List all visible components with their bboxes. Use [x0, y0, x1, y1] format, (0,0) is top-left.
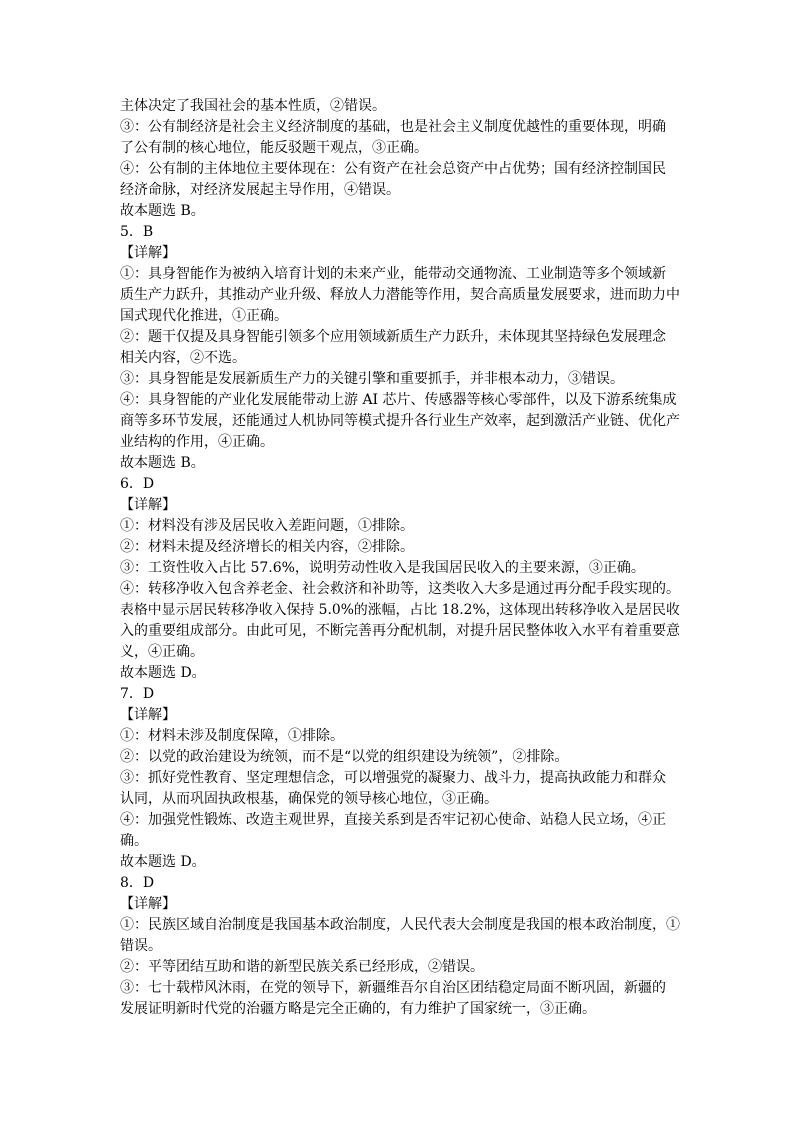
text-line: 业结构的作用，④正确。	[120, 434, 274, 450]
text-line: ①：材料未涉及制度保障，①排除。	[120, 728, 344, 744]
document-page	[120, 96, 680, 1020]
text-line: 国式现代化推进，①正确。	[120, 308, 288, 324]
section-heading: 【详解】	[120, 245, 176, 261]
conclusion-line: 故本题选 D。	[120, 854, 206, 870]
conclusion-line: 故本题选 B。	[120, 455, 205, 471]
text-line: ③：工资性收入占比 57.6%，说明劳动性收入是我国居民收入的主要来源，③正确。	[120, 560, 645, 576]
question-answer: 7．D	[120, 686, 155, 702]
text-line: ②：题干仅提及具身智能引领多个应用领域新质生产力跃升，未体现其坚持绿色发展理念	[120, 329, 666, 345]
section-heading: 【详解】	[120, 497, 176, 513]
text-line: ④：转移净收入包含养老金、社会救济和补助等，这类收入大多是通过再分配手段实现的。	[120, 581, 680, 597]
text-line: ①：具身智能作为被纳入培育计划的未来产业，能带动交通物流、工业制造等多个领域新	[120, 266, 666, 282]
text-line: 主体决定了我国社会的基本性质，②错误。	[120, 98, 386, 114]
text-line: ③：公有制经济是社会主义经济制度的基础，也是社会主义制度优越性的重要体现，明确	[120, 119, 666, 135]
text-line: ②：以党的政治建设为统领，而不是“以党的组织建设为统领”，②排除。	[120, 749, 569, 765]
text-line: ②：平等团结互助和谐的新型民族关系已经形成，②错误。	[120, 959, 484, 975]
text-line: 义，④正确。	[120, 644, 204, 660]
section-heading: 【详解】	[120, 707, 176, 723]
text-line: 经济命脉，对经济发展起主导作用，④错误。	[120, 182, 400, 198]
question-answer: 6．D	[120, 476, 155, 492]
text-line: ④：具身智能的产业化发展能带动上游 AI 芯片、传感器等核心零部件，以及下游系统集成	[120, 392, 677, 408]
text-line: ①：材料没有涉及居民收入差距问题，①排除。	[120, 518, 414, 534]
question-answer: 8．D	[120, 875, 155, 891]
text-line: ①：民族区域自治制度是我国基本政治制度，人民代表大会制度是我国的根本政治制度，①	[120, 917, 680, 933]
section-heading: 【详解】	[120, 896, 176, 912]
text-line: ③：七十载栉风沐雨，在党的领导下，新疆维吾尔自治区团结稳定局面不断巩固，新疆的	[120, 980, 666, 996]
text-line: 商等多环节发展，还能通过人机协同等模式提升各行业生产效率，起到激活产业链、优化产	[120, 413, 680, 429]
question-answer: 5．B	[120, 224, 154, 240]
text-line: ②：材料未提及经济增长的相关内容，②排除。	[120, 539, 414, 555]
text-line: ③：抓好党性教育、坚定理想信念，可以增强党的凝聚力、战斗力，提高执政能力和群众	[120, 770, 666, 786]
text-line: 发展证明新时代党的治疆方略是完全正确的，有力维护了国家统一，③正确。	[120, 1001, 596, 1017]
text-line: 表格中显示居民转移净收入保持 5.0%的涨幅，占比 18.2%，这体现出转移净收入是居民收	[120, 602, 680, 618]
text-line: 质生产力跃升，其推动产业升级、释放人力潜能等作用，契合高质量发展要求，进而助力中	[120, 287, 680, 303]
text-line: ④：加强党性锻炼、改造主观世界，直接关系到是否牢记初心使命、站稳人民立场，④正	[120, 812, 666, 828]
text-line: 错误。	[120, 938, 162, 954]
text-line: 认同，从而巩固执政根基，确保党的领导核心地位，③正确。	[120, 791, 498, 807]
text-line: ③：具身智能是发展新质生产力的关键引擎和重要抓手，并非根本动力，③错误。	[120, 371, 624, 387]
conclusion-line: 故本题选 B。	[120, 203, 205, 219]
text-line: ④：公有制的主体地位主要体现在：公有资产在社会总资产中占优势；国有经济控制国民	[120, 161, 666, 177]
text-line: 确。	[120, 833, 148, 849]
text-line: 了公有制的核心地位，能反驳题干观点，③正确。	[120, 140, 428, 156]
conclusion-line: 故本题选 D。	[120, 665, 206, 681]
text-line: 相关内容，②不选。	[120, 350, 246, 366]
text-line: 入的重要组成部分。由此可见，不断完善再分配机制，对提升居民整体收入水平有着重要意	[120, 623, 680, 639]
